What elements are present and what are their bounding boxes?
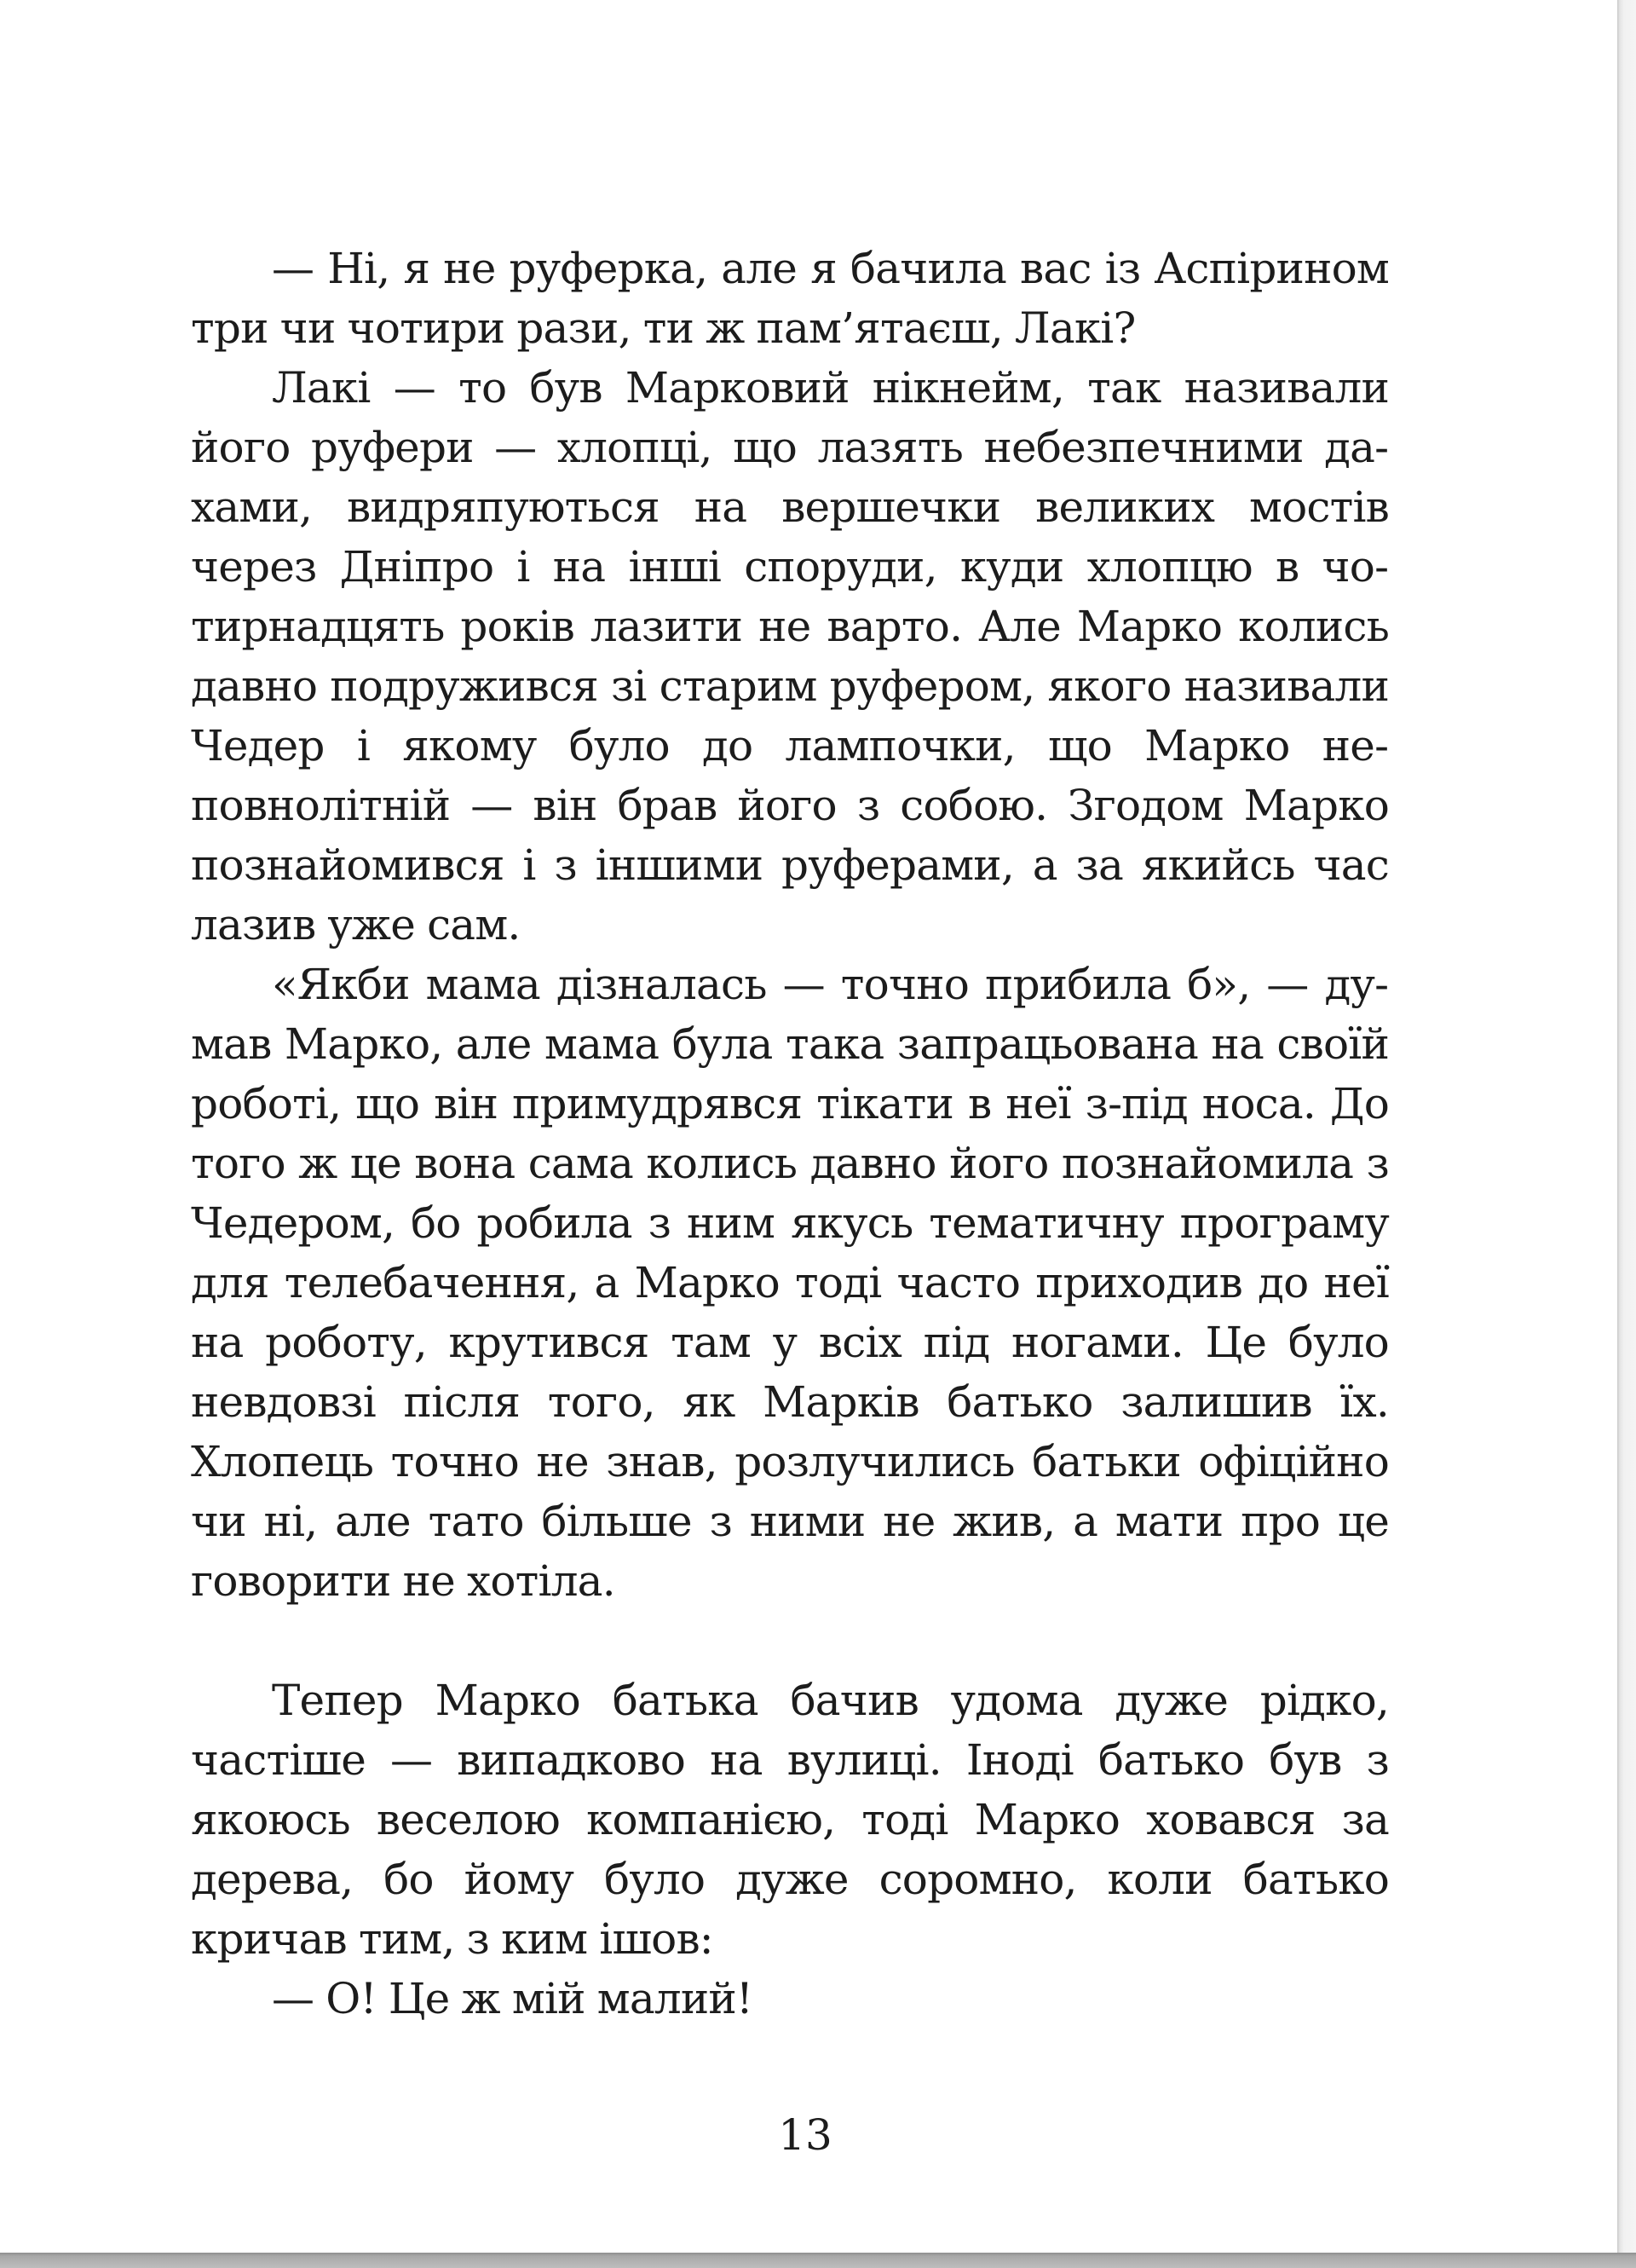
- page-body-text: [191, 239, 1389, 2029]
- paragraph-mother: «Якби мама дізналась — точно прибила б», — думав Марко, але мама була така запрацьована на своїй роботі, що він примудрявся тікати в неї з-під носа. До того ж це вона сама колись давно його познайомила з Чедером, бо робила з ним якусь тематичну програму для телебачення, а Марко тоді часто приходив до неї на роботу, крутився там у всіх під ногами. Це було невдовзі після того, як Марків батько залишив їх. Хлопець точно не знав, розлучились батьки офіційно чи ні, але тато більше з ними не жив, а мати про це говорити не хотіла.: [191, 960, 1389, 1606]
- paragraph-dialogue-2: — О! Це ж мій малий!: [272, 1974, 753, 2023]
- page-edge-right: [1617, 0, 1636, 2268]
- paragraph-dialogue-1: — Ні, я не руферка, але я бачила вас із Аспірином три чи чотири рази, ти ж пам’ятаєш, Лакі?: [191, 244, 1389, 353]
- page-edge-bottom: [0, 2253, 1636, 2268]
- paragraph-lucky-nickname: Лакі — то був Марковий нікнейм, так називали його руфери — хлопці, що лазять небезпечними дахами, видряпуються на вершечки великих мостів через Дніпро і на інші споруди, куди хлопцю в чотирнадцять років лазити не варто. Але Марко колись давно подружився зі старим руфером, якого називали Чедер і якому було до лампочки, що Марко неповнолітній — він брав його з собою. Згодом Марко познайомився і з іншими руферами, а за якийсь час лазив уже сам.: [191, 363, 1389, 949]
- paragraph-father: Тепер Марко батька бачив удома дуже рідко, частіше — випадково на вулиці. Іноді батько був з якоюсь веселою компанією, тоді Марко ховався за дерева, бо йому було дуже соромно, коли батько кричав тим, з ким ішов:: [191, 1676, 1389, 1964]
- page-number: 13: [778, 2110, 832, 2160]
- section-break: [191, 1611, 1389, 1671]
